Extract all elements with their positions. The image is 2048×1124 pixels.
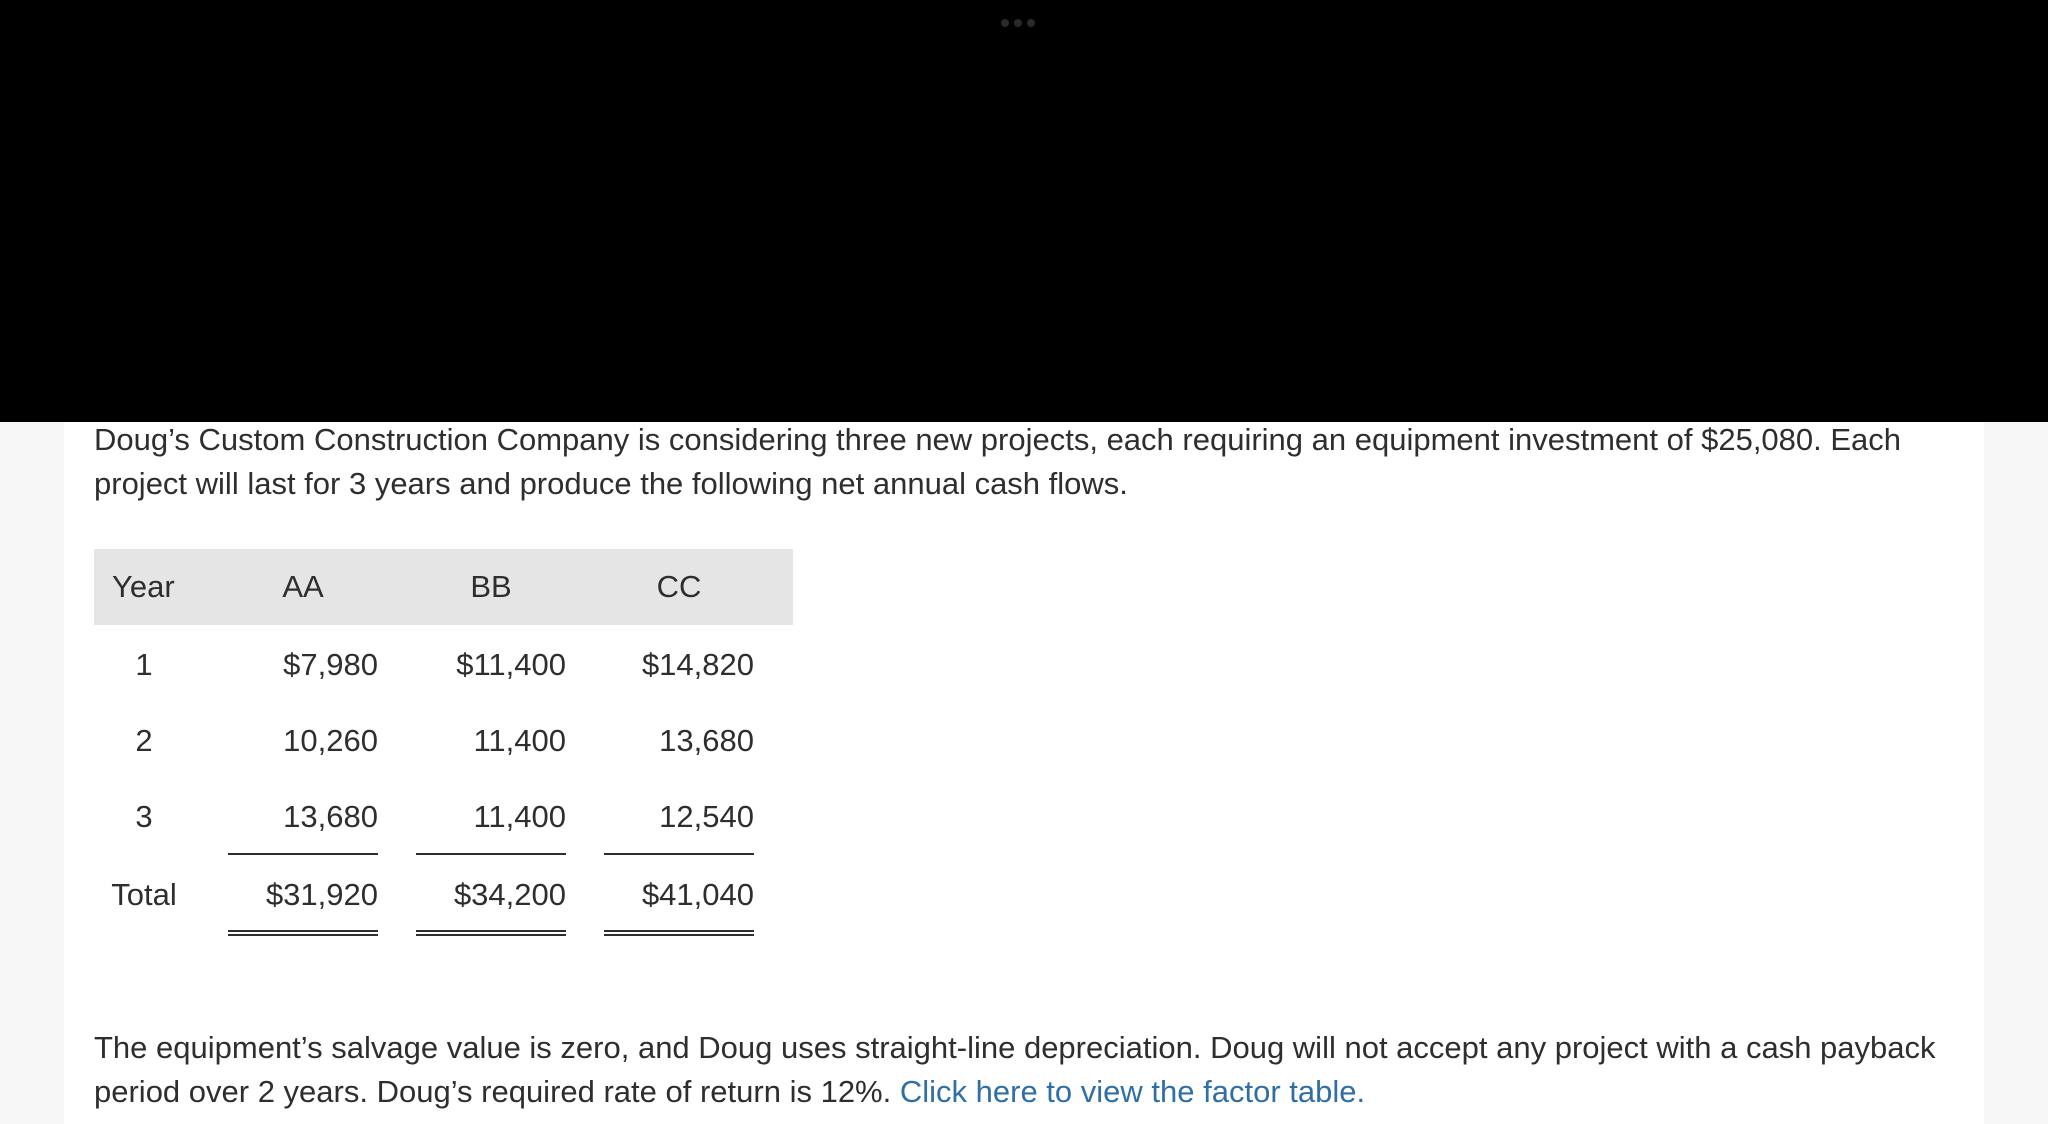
year-cell: 1 <box>135 647 153 682</box>
total-double-rule-aa <box>228 930 378 936</box>
cc-cell: 12,540 <box>659 799 754 834</box>
year-cell: 3 <box>135 799 153 834</box>
outro-paragraph <box>94 1026 1974 1114</box>
bb-cell: 11,400 <box>473 723 566 758</box>
year-cell: 2 <box>135 723 153 758</box>
total-row <box>94 855 793 931</box>
bb-cell: 11,400 <box>473 799 566 834</box>
cc-cell: $14,820 <box>641 647 754 682</box>
bb-cell: $11,400 <box>456 647 566 682</box>
bb-total: $34,200 <box>453 877 566 912</box>
cash-flow-table <box>94 549 793 912</box>
cc-total: $41,040 <box>641 877 754 912</box>
more-options-icon[interactable] <box>1001 19 1035 27</box>
aa-cell: $7,980 <box>283 647 378 682</box>
factor-table-link[interactable]: Click here to view the factor table. <box>899 1074 1366 1109</box>
header-aa: AA <box>282 569 324 604</box>
aa-cell: 10,260 <box>283 723 378 758</box>
top-black-bar <box>0 0 2048 422</box>
header-year: Year <box>112 569 175 604</box>
cc-cell: 13,680 <box>659 723 754 758</box>
table-row <box>94 701 793 777</box>
table-header-row <box>94 549 793 625</box>
total-double-rule-cc <box>604 930 754 936</box>
table-row <box>94 777 793 853</box>
header-bb: BB <box>470 569 512 604</box>
outro-text: The equipment’s salvage value is zero, and Doug uses straight-line depreciation. Doug will not accept any project with a cash payback period over 2 years. Doug’s required rate of return is 12%. <box>94 1030 1936 1109</box>
table-row <box>94 625 793 701</box>
aa-total: $31,920 <box>265 877 378 912</box>
header-cc: CC <box>656 569 702 604</box>
total-label: Total <box>111 877 177 912</box>
total-double-rule-bb <box>416 930 566 936</box>
intro-paragraph: Doug’s Custom Construction Company is considering three new projects, each requiring an equipment investment of $25,080. Each project will last for 3 years and produce the following net annual cash flows. <box>94 422 1902 501</box>
aa-cell: 13,680 <box>283 799 378 834</box>
